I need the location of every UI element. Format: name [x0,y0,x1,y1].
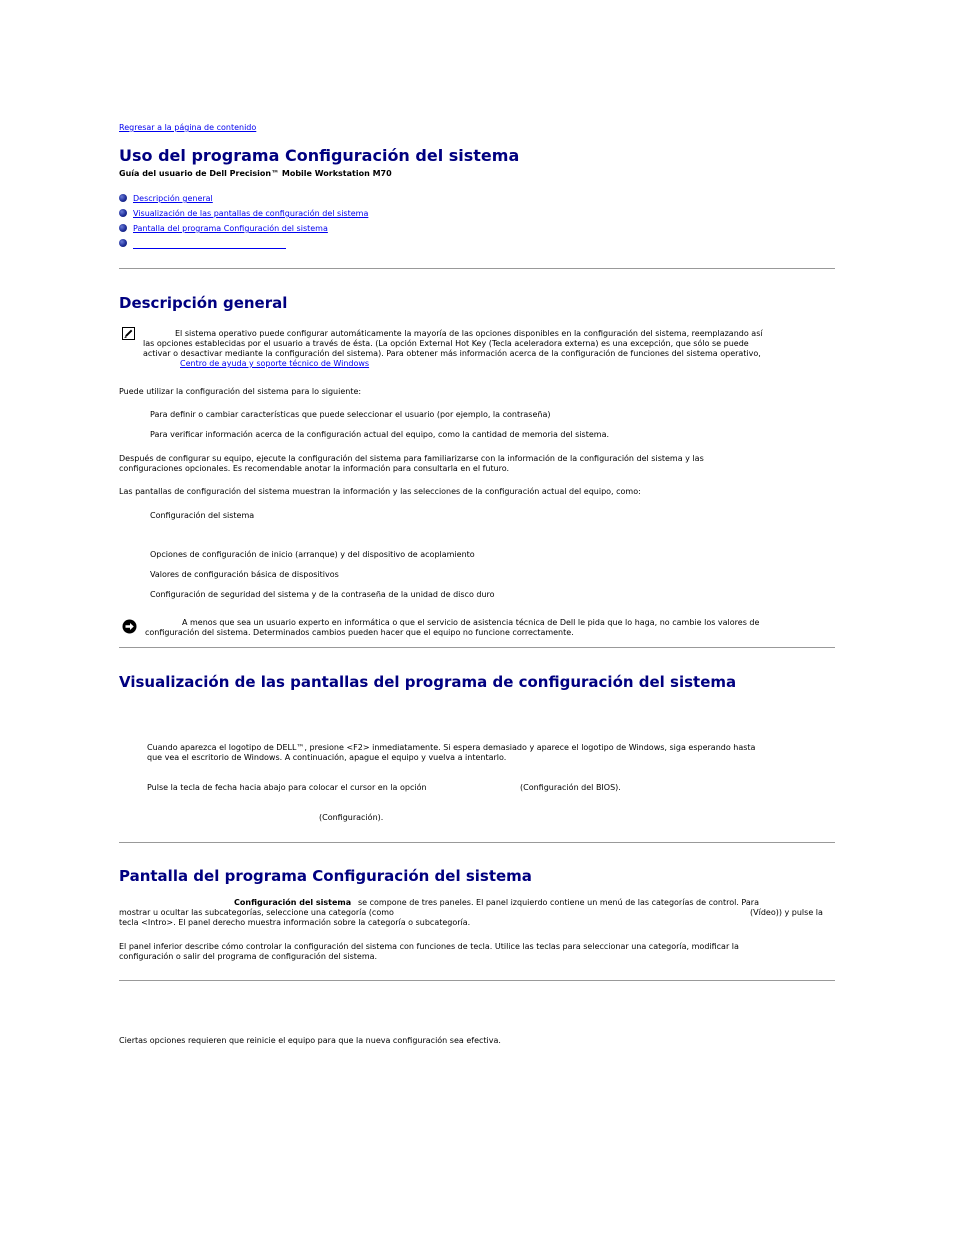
after-setup-line2: configuraciones opcionales. Es recomendable anotar la información para consultarla en el futuro. [119,464,510,473]
bullet-icon [119,239,127,247]
uses-intro: Puede utilizar la configuración del sistema para lo siguiente: [119,387,362,396]
step2-text-end: (Configuración del BIOS). [520,783,621,792]
step2-text: Pulse la tecla de fecha hacia abajo para colocar el cursor en la opción [147,783,427,792]
after-setup-line1: Después de configurar su equipo, ejecute la configuración del sistema para familiarizarse con la información de la configuración del sistema y las [119,454,704,463]
step1-line1: Cuando aparezca el logotipo de DELL™, presione <F2> inmediatamente. Si espera demasiado y aparece el logotipo de Windows, siga esperando hasta [147,743,756,752]
note-pencil-icon [122,327,135,340]
restart-note: Ciertas opciones requieren que reinicie el equipo para que la nueva configuración sea efectiva. [119,1036,501,1045]
section-divider [119,842,835,843]
toc-link-screen[interactable]: Pantalla del programa Configuración del sistema [133,224,328,233]
bullet-icon [119,194,127,202]
screen-p1-line1: se compone de tres paneles. El panel izquierdo contiene un menú de las categorías de control. Para [358,898,759,907]
screen-p1-line3: tecla <Intro>. El panel derecho muestra información sobre la categoría o subcategoría. [119,918,471,927]
page-title: Uso del programa Configuración del sistema [119,146,520,165]
step1-line2: que vea el escritorio de Windows. A continuación, apague el equipo y vuelva a intentarlo. [147,753,507,762]
windows-help-link[interactable]: Centro de ayuda y soporte técnico de Windows [180,359,370,368]
section-divider [119,647,835,648]
notice-arrow-icon [122,619,137,634]
note-text-line3: activar o desactivar mediante la configuración del sistema). Para obtener más información acerca de la configuración de funciones del sistema operativo, [143,349,761,358]
back-to-contents-link[interactable]: Regresar a la página de contenido [119,123,257,132]
bullet-icon [119,209,127,217]
notice-text-line1: A menos que sea un usuario experto en informática o que el servicio de asistencia técnica de Dell le pida que lo haga, no cambie los valores de [182,618,760,627]
section-divider [119,980,835,981]
uses-item: Para definir o cambiar características que puede seleccionar el usuario (por ejemplo, la contraseña) [150,410,551,419]
screen-p1-line2-end: (Vídeo)) y pulse la [750,908,823,917]
screens-item: Valores de configuración básica de dispositivos [150,570,339,579]
screen-p1-bold: Configuración del sistema [234,898,352,907]
screen-p2-line2: configuración o salir del programa de configuración del sistema. [119,952,378,961]
page-subtitle: Guía del usuario de Dell Precision™ Mobile Workstation M70 [119,169,392,178]
section-heading-screen: Pantalla del programa Configuración del sistema [119,867,532,885]
screens-item: Configuración de seguridad del sistema y de la contraseña de la unidad de disco duro [150,590,495,599]
note-text-line1: El sistema operativo puede configurar automáticamente la mayoría de las opciones disponibles en la configuración del sistema, reemplazando así [175,329,763,338]
screens-item: Opciones de configuración de inicio (arranque) y del dispositivo de acoplamiento [150,550,475,559]
toc-link-viewing[interactable]: Visualización de las pantallas de configuración del sistema [133,209,369,218]
section-heading-viewing: Visualización de las pantallas del programa de configuración del sistema [119,673,737,691]
section-divider [119,268,835,269]
screens-intro: Las pantallas de configuración del sistema muestran la información y las selecciones de la configuración actual del equipo, como: [119,487,641,496]
toc-link-options[interactable] [133,238,286,249]
step3-text: (Configuración). [319,813,384,822]
note-text-line2: las opciones establecidas por el usuario a través de ésta. (La opción External Hot Key (Tecla aceleradora externa) es una excepción, que sólo se puede [143,339,749,348]
screen-p2-line1: El panel inferior describe cómo controlar la configuración del sistema con funciones de tecla. Utilice las teclas para seleccionar una categoría, modificar la [119,942,739,951]
screens-item: Configuración del sistema [150,511,255,520]
section-heading-overview: Descripción general [119,294,288,312]
uses-item: Para verificar información acerca de la configuración actual del equipo, como la cantidad de memoria del sistema. [150,430,610,439]
screen-p1-line2: mostrar u ocultar las subcategorías, seleccione una categoría (como [119,908,394,917]
notice-text-line2: configuración del sistema. Determinados cambios pueden hacer que el equipo no funcione correctamente. [145,628,574,637]
toc-link-overview[interactable]: Descripción general [133,194,213,203]
bullet-icon [119,224,127,232]
